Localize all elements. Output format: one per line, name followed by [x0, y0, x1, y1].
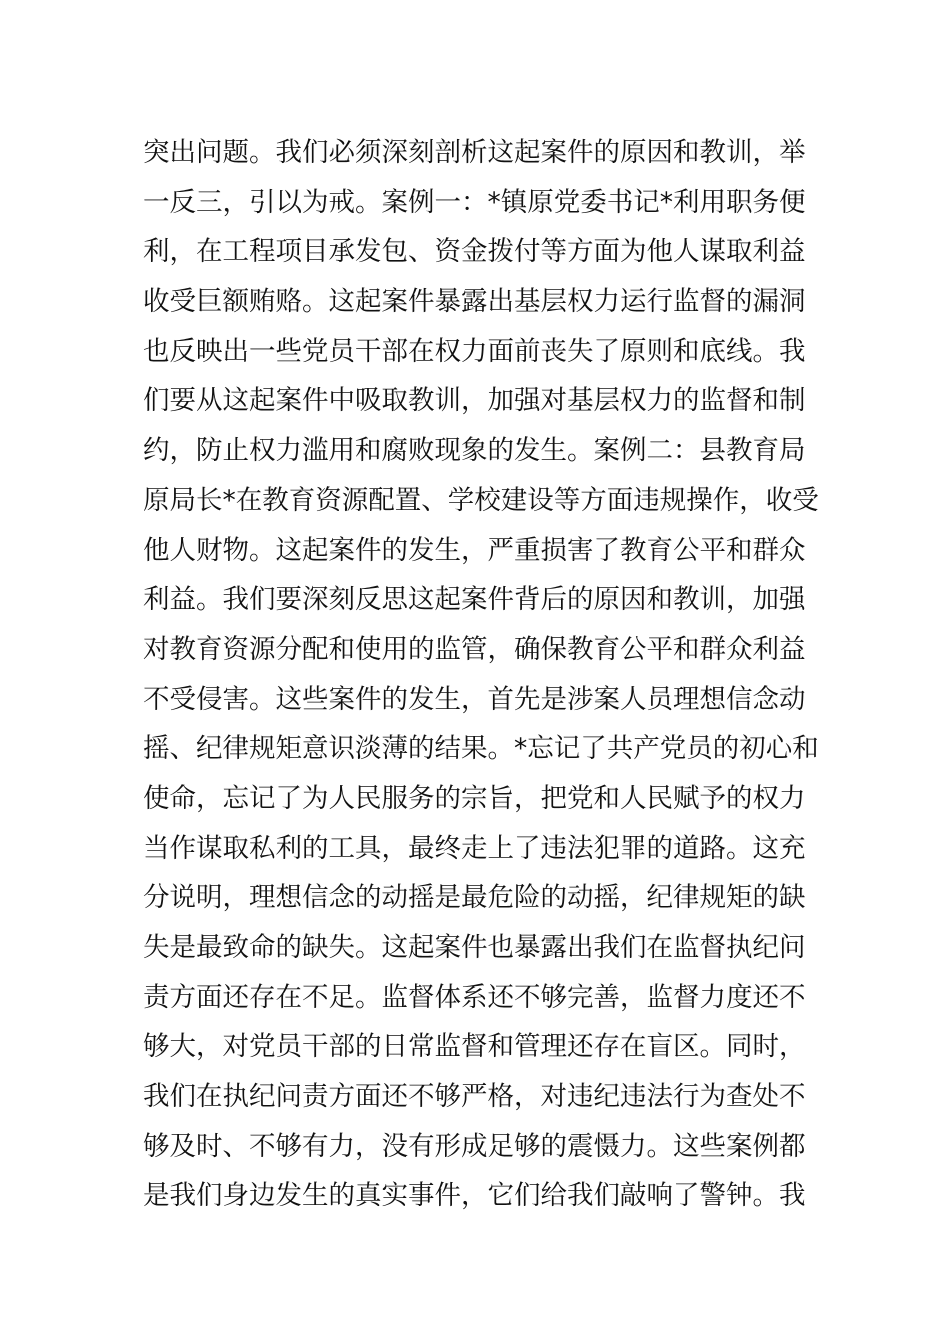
text-line: 利益。我们要深刻反思这起案件背后的原因和教训，加强 — [143, 584, 806, 616]
text-line: 分说明，理想信念的动摇是最危险的动摇，纪律规矩的缺 — [143, 882, 806, 914]
body-text — [143, 128, 819, 1221]
text-line: 他人财物。这起案件的发生，严重损害了教育公平和群众 — [143, 534, 806, 566]
text-line: 失是最致命的缺失。这起案件也暴露出我们在监督执纪问 — [143, 932, 806, 963]
text-line: 是我们身边发生的真实事件，它们给我们敲响了警钟。我 — [143, 1180, 806, 1212]
text-line: 一反三，引以为戒。案例一：*镇原党委书记*利用职务便 — [143, 186, 806, 218]
text-line: 们要从这起案件中吸取教训，加强对基层权力的监督和制 — [143, 385, 806, 417]
text-line: 约，防止权力滥用和腐败现象的发生。案例二：县教育局 — [143, 435, 806, 467]
text-line: 当作谋取私利的工具，最终走上了违法犯罪的道路。这充 — [143, 832, 806, 864]
text-line: 我们在执纪问责方面还不够严格，对违纪违法行为查处不 — [143, 1081, 806, 1113]
text-line: 突出问题。我们必须深刻剖析这起案件的原因和教训，举 — [143, 137, 806, 168]
text-line: 够大，对党员干部的日常监督和管理还存在盲区。同时， — [143, 1031, 806, 1063]
text-line: 责方面还存在不足。监督体系还不够完善，监督力度还不 — [143, 981, 806, 1013]
text-line: 摇、纪律规矩意识淡薄的结果。*忘记了共产党员的初心和 — [143, 733, 819, 765]
text-line: 收受巨额贿赂。这起案件暴露出基层权力运行监督的漏洞 — [143, 286, 806, 318]
text-line: 对教育资源分配和使用的监管，确保教育公平和群众利益 — [143, 633, 806, 665]
text-line: 使命，忘记了为人民服务的宗旨，把党和人民赋予的权力 — [143, 782, 806, 814]
text-line: 也反映出一些党员干部在权力面前丧失了原则和底线。我 — [143, 335, 806, 367]
text-line: 不受侵害。这些案件的发生，首先是涉案人员理想信念动 — [143, 683, 806, 715]
text-line: 原局长*在教育资源配置、学校建设等方面违规操作，收受 — [143, 484, 819, 516]
text-line: 利，在工程项目承发包、资金拨付等方面为他人谋取利益 — [143, 236, 806, 268]
text-line: 够及时、不够有力，没有形成足够的震慑力。这些案例都 — [143, 1130, 806, 1162]
